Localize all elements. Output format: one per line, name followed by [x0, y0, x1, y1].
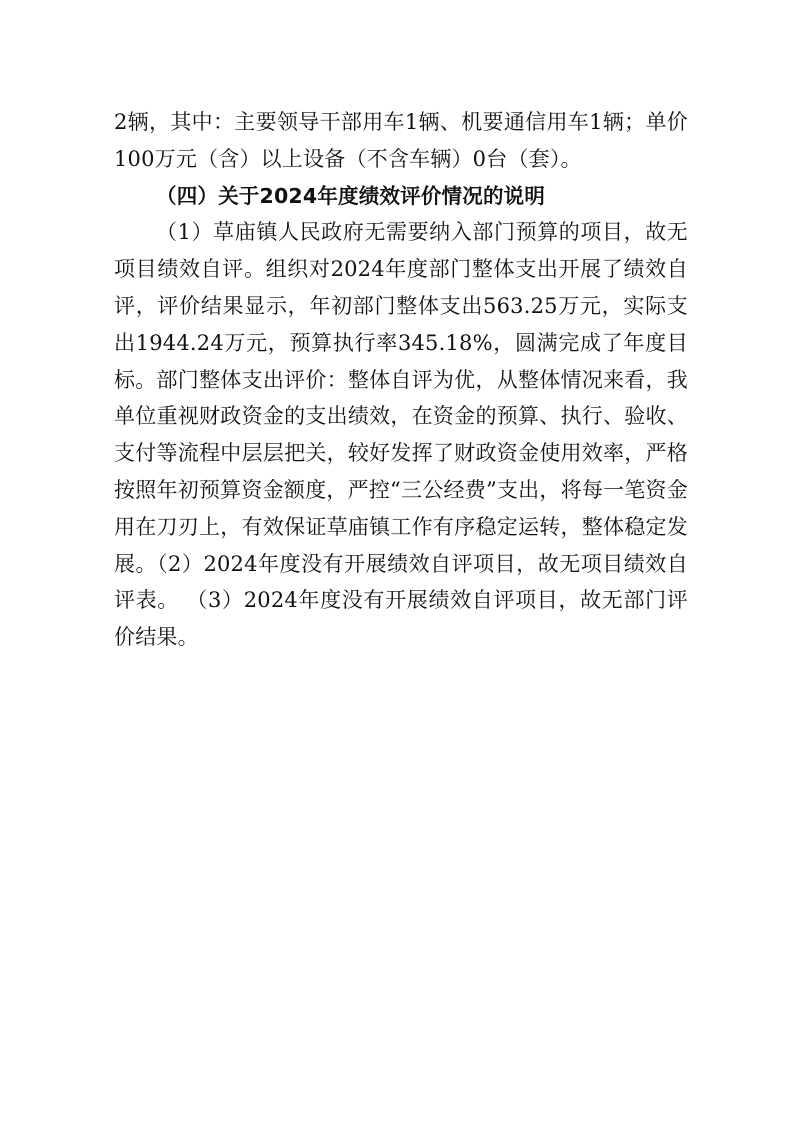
continuation-paragraph: 2辆，其中：主要领导干部用车1辆、机要通信用车1辆；单价100万元（含）以上设备（不含车辆）0台（套）。: [114, 110, 688, 171]
document-body: [114, 104, 688, 656]
section-heading: （四）关于2024年度绩效评价情况的说明: [156, 183, 546, 208]
performance-evaluation-paragraph: （1）草庙镇人民政府无需要纳入部门预算的项目，故无项目绩效自评。组织对2024年度部门整体支出开展了绩效自评，评价结果显示，年初部门整体支出563.25万元，实际支出1944.24万元，预算执行率345.18%，圆满完成了年度目标。部门整体支出评价：整体自评为优，从整体情况来看，我单位重视财政资金的支出绩效，在资金的预算、执行、验收、支付等流程中层层把关，较好发挥了财政资金使用效率，严格按照年初预算资金额度，严控“三公经费”支出，将每一笔资金用在刀刃上，有效保证草庙镇工作有序稳定运转，整体稳定发展。（2）2024年度没有开展绩效自评项目，故无项目绩效自评表。 （3）2024年度没有开展绩效自评项目，故无部门评价结果。: [114, 220, 688, 650]
